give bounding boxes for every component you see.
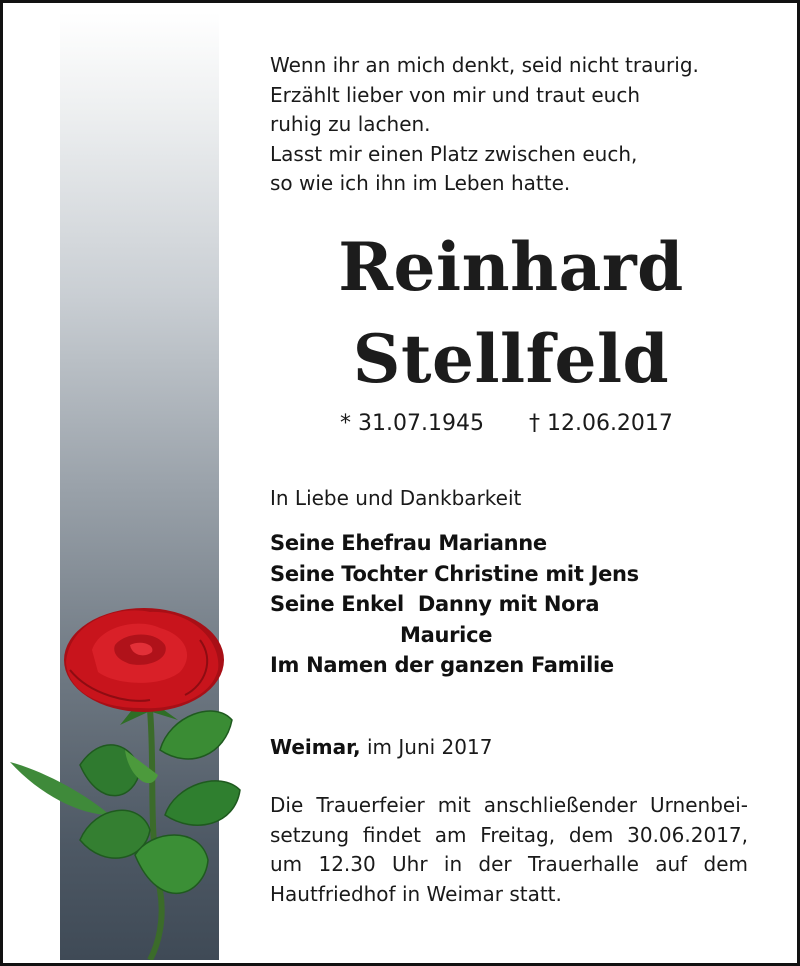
poem xyxy=(270,51,699,199)
poem-line: Lasst mir einen Platz zwischen euch, xyxy=(270,141,638,166)
birth-date: * 31.07.1945 xyxy=(340,411,484,436)
mourner-line: Seine Tochter Christine mit Jens xyxy=(270,561,639,586)
mourner-line: Seine Ehefrau Marianne xyxy=(270,531,547,555)
funeral-line: um 12.30 Uhr in der Trauerhalle auf dem xyxy=(270,852,748,876)
life-dates xyxy=(340,411,673,436)
funeral-line: Hautfriedhof in Weimar statt. xyxy=(270,881,562,906)
death-date: † 12.06.2017 xyxy=(528,411,673,436)
mourners-list xyxy=(270,528,639,681)
place-date xyxy=(270,735,492,759)
place-city: Weimar, xyxy=(270,735,361,759)
rose-illustration xyxy=(0,600,250,960)
funeral-info xyxy=(270,791,748,909)
poem-line: Erzählt lieber von mir und traut euch xyxy=(270,82,641,107)
poem-line: Wenn ihr an mich denkt, seid nicht traurig. xyxy=(270,53,699,77)
poem-line: so wie ich ihn im Leben hatte. xyxy=(270,171,571,195)
mourner-line: Maurice xyxy=(400,622,493,647)
dedication-line: In Liebe und Dankbarkeit xyxy=(270,486,522,510)
poem-line: ruhig zu lachen. xyxy=(270,112,431,136)
deceased-first-name: Reinhard xyxy=(338,228,684,306)
mourner-line: Seine Enkel Danny mit Nora xyxy=(270,592,600,616)
place-month: im Juni 2017 xyxy=(360,735,493,759)
deceased-last-name: Stellfeld xyxy=(352,320,670,398)
mourner-line: Im Namen der ganzen Familie xyxy=(270,653,614,677)
funeral-line: Die Trauerfeier mit anschließender Urnenbei- xyxy=(270,793,748,817)
funeral-line: setzung findet am Freitag, dem 30.06.2017, xyxy=(270,822,748,847)
